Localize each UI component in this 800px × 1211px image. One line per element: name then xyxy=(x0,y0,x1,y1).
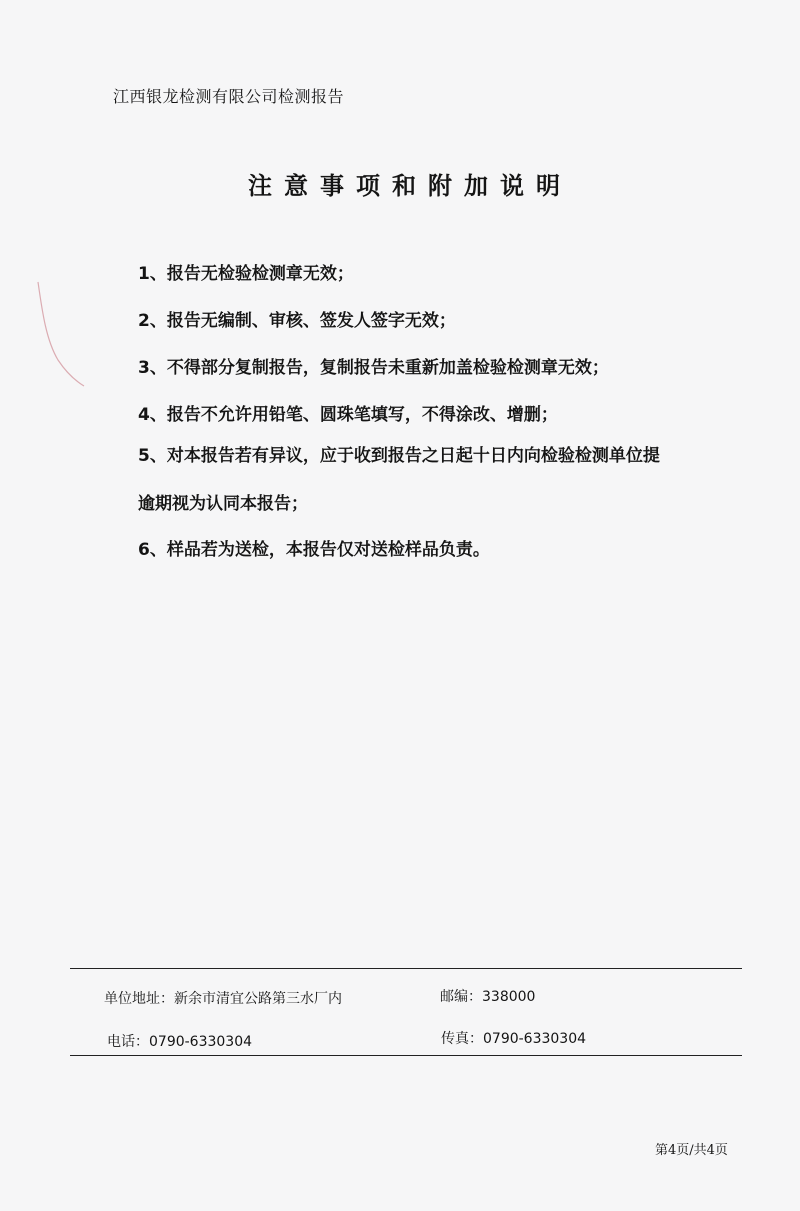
footer-phone xyxy=(107,1031,252,1051)
phone-value: 0790-6330304 xyxy=(149,1034,253,1050)
address-value: 新余市清宜公路第三水厂内 xyxy=(174,991,342,1007)
note-text: 报告不允许用铅笔、圆珠笔填写，不得涂改、增删； xyxy=(166,405,558,425)
report-header-company: 江西银龙检测有限公司检测报告 xyxy=(113,87,345,106)
page-number: 第4页/共4页 xyxy=(655,1143,728,1158)
note-text: 对本报告若有异议，应于收到报告之日起十日内向检验检测单位提 xyxy=(166,446,660,466)
note-number: 4、 xyxy=(138,405,167,425)
note-item xyxy=(138,403,558,427)
page-title: 注意事项和附加说明 xyxy=(248,172,572,200)
note-number: 2、 xyxy=(138,311,167,331)
note-number: 1、 xyxy=(138,264,167,284)
note-item xyxy=(138,356,609,380)
note-text: 不得部分复制报告，复制报告未重新加盖检验检测章无效； xyxy=(166,358,609,378)
footer-divider-top xyxy=(70,968,742,969)
note-item xyxy=(138,538,490,562)
footer-divider-bottom xyxy=(70,1055,742,1056)
address-label: 单位地址： xyxy=(104,991,174,1007)
footer-fax xyxy=(441,1028,586,1048)
note-text: 报告无检验检测章无效； xyxy=(166,264,354,284)
note-continuation xyxy=(138,492,308,516)
footer-postcode xyxy=(440,986,535,1006)
footer-address xyxy=(104,988,342,1008)
note-text-continued: 逾期视为认同本报告； xyxy=(138,494,308,514)
note-text: 报告无编制、审核、签发人签字无效； xyxy=(166,311,456,331)
note-number: 3、 xyxy=(138,358,167,378)
note-number: 5、 xyxy=(138,446,167,466)
note-item xyxy=(138,444,660,468)
postcode-label: 邮编： xyxy=(440,989,482,1005)
note-item xyxy=(138,309,456,333)
fax-value: 0790-6330304 xyxy=(483,1031,587,1047)
postcode-value: 338000 xyxy=(482,989,536,1005)
note-number: 6、 xyxy=(138,540,167,560)
red-stamp-edge-mark xyxy=(28,280,88,390)
phone-label: 电话： xyxy=(107,1034,149,1050)
note-text: 样品若为送检，本报告仅对送检样品负责。 xyxy=(166,540,490,560)
note-item xyxy=(138,262,354,286)
fax-label: 传真： xyxy=(441,1031,483,1047)
